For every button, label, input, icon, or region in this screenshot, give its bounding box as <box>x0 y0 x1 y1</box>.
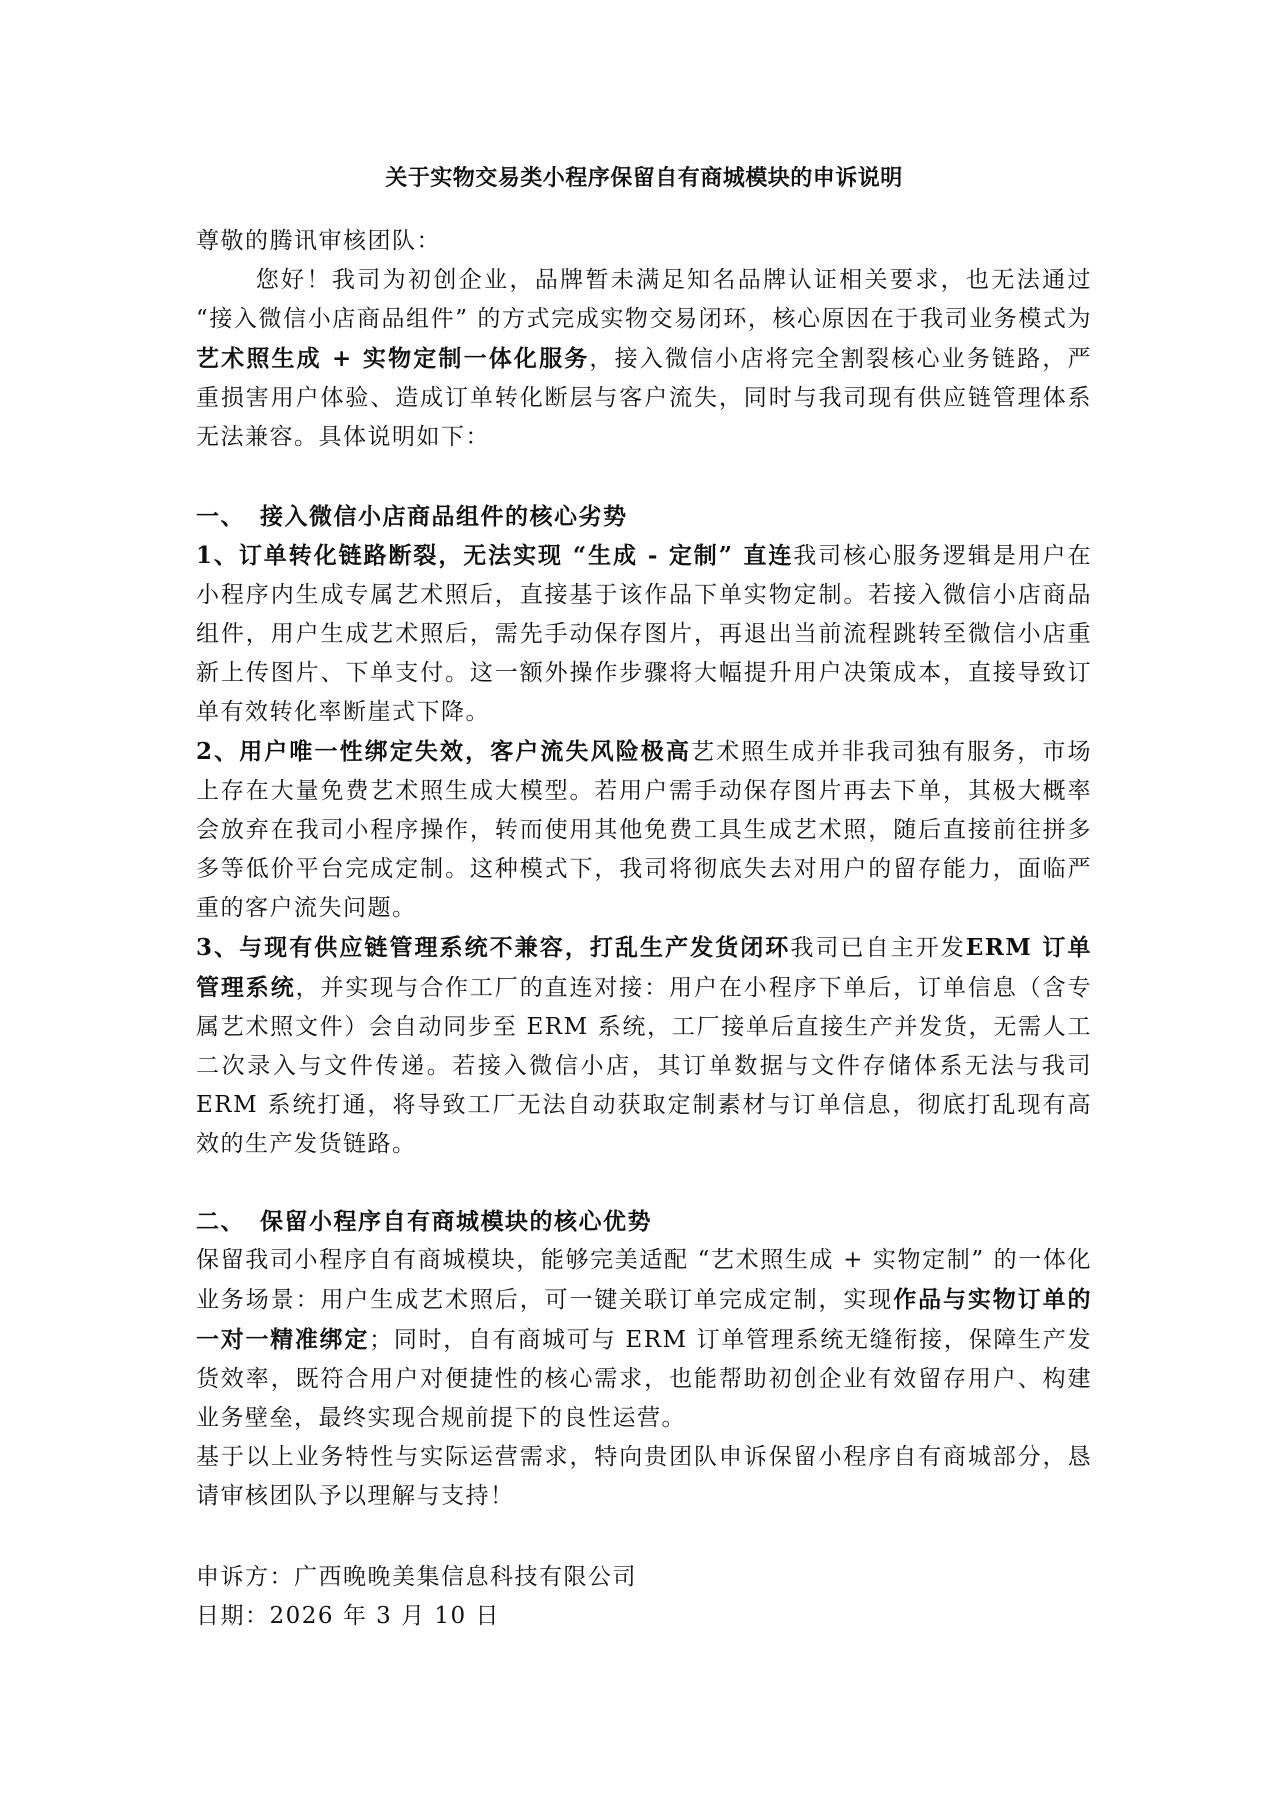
intro-text-1: 您好！我司为初创企业，品牌暂未满足知名品牌认证相关要求，也无法通过 “接入微信小店商品组件” 的方式完成实物交易闭环，核心原因在于我司业务模式为 <box>196 267 1092 332</box>
point-3-bold-erm: ERM 订单管理系统 <box>196 934 1092 1001</box>
section-2-paragraph-2: 基于以上业务特性与实际运营需求，特向贵团队申诉保留小程序自有商城部分，恳请审核团队予以理解与支持！ <box>196 1444 1092 1509</box>
point-3-text-1: 我司已自主开发 <box>790 935 966 961</box>
section-2-text-2: ；同时，自有商城可与 ERM 订单管理系统无缝衔接，保障生产发货效率，既符合用户对便捷性的核心需求，也能帮助初创企业有效留存用户、构建业务壁垒，最终实现合规前提下的良性运营。 <box>196 1327 1093 1431</box>
intro-paragraph <box>196 261 1092 457</box>
section-2-text-1: 保留我司小程序自有商城模块，能够完美适配 “艺术照生成 + 实物定制” 的一体化业务场景：用户生成艺术照后，可一键关联订单完成定制，实现 <box>196 1247 1092 1313</box>
section-2-heading <box>196 1202 1092 1241</box>
point-2-text: 艺术照生成并非我司独有服务，市场上存在大量免费艺术照生成大模型。若用户需手动保存图片再去下单，其极大概率会放弃在我司小程序操作，转而使用其他免费工具生成艺术照，随后直接前往拼多多等低价平台完成定制。这种模式下，我司将彻底失去对用户的留存能力，面临严重的客户流失问题。 <box>196 739 1092 921</box>
spacer <box>196 457 1092 497</box>
salutation: 尊敬的腾讯审核团队： <box>196 228 441 254</box>
section-2-bold-binding: 作品与实物订单的一对一精准绑定 <box>196 1286 1093 1353</box>
point-3-text-2: ，并实现与合作工厂的直连对接：用户在小程序下单后，订单信息（含专属艺术照文件）会自动同步至 ERM 系统，工厂接单后直接生产并发货，无需人工二次录入与文件传递。若接入微信小店，其订单数据与文件存储体系无法与我司 ERM 系统打通，将导致工厂无法自动获取定制素材与订单信息，彻底打乱现有高效的生产发货链路。 <box>196 975 1093 1157</box>
section-2-number: 二、 <box>196 1208 245 1235</box>
section-1-point-2 <box>196 732 1092 928</box>
point-2-bold: 2、用户唯一性绑定失效，客户流失风险极高 <box>196 738 691 765</box>
point-1-bold: 1、订单转化链路断裂，无法实现 “生成 - 定制” 直连 <box>196 542 794 569</box>
intro-text-2: ，接入微信小店将完全割裂核心业务链路，严重损害用户体验、造成订单转化断层与客户流失，同时与我司现有供应链管理体系无法兼容。具体说明如下： <box>196 346 1093 450</box>
spacer <box>196 1516 1092 1558</box>
section-2-paragraph-1 <box>196 1241 1092 1438</box>
point-3-bold: 3、与现有供应链管理系统不兼容，打乱生产发货闭环 <box>196 934 791 961</box>
document-body <box>196 162 1092 1636</box>
point-1-text: 我司核心服务逻辑是用户在小程序内生成专属艺术照后，直接基于该作品下单实物定制。若接入微信小店商品组件，用户生成艺术照后，需先手动保存图片，再退出当前流程跳转至微信小店重新上传图片、下单支付。这一额外操作步骤将大幅提升用户决策成本，直接导致订单有效转化率断崖式下降。 <box>196 543 1092 725</box>
section-1-point-1 <box>196 536 1092 732</box>
intro-bold-business-model: 艺术照生成 + 实物定制一体化服务 <box>196 345 590 372</box>
section-1-point-3 <box>196 928 1092 1164</box>
document-title: 关于实物交易类小程序保留自有商城模块的申诉说明 <box>385 165 903 191</box>
spacer <box>196 1164 1092 1202</box>
section-1-heading-text: 接入微信小店商品组件的核心劣势 <box>260 503 628 530</box>
date-line: 日期：2026 年 3 月 10 日 <box>196 1603 500 1629</box>
section-2-heading-text: 保留小程序自有商城模块的核心优势 <box>260 1208 652 1235</box>
appellant-line: 申诉方：广西晚晚美集信息科技有限公司 <box>196 1564 637 1590</box>
section-1-heading <box>196 497 1092 536</box>
section-1-number: 一、 <box>196 503 245 530</box>
